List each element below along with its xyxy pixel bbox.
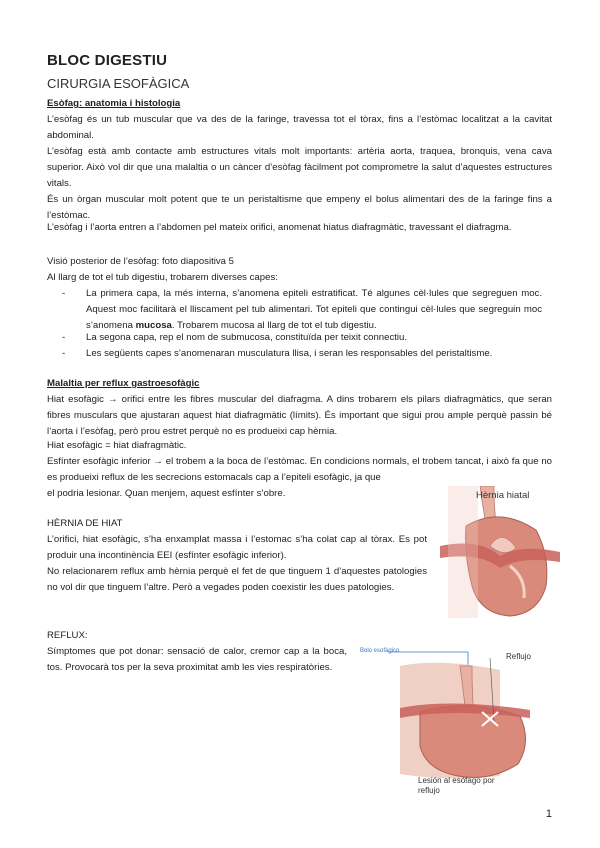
bullet-dash: - <box>62 288 66 299</box>
section-heading-reflux: Malaltia per reflux gastroesofàgic <box>47 378 200 389</box>
list-item <box>62 330 542 346</box>
paragraph: Hiat esofàgic → orifici entre les fibres muscular del diafragma. A dins trobarem els pilars diafragmàtics, que seran fibres musculars que ajustaran aquest hiat diafragmàtic (límits). És important que sigui prou ample perquè passin bé l’aorta i l’esòfag, però prou estret perquè no es produeixi cap hèrnia. <box>47 394 552 437</box>
paragraph: L’orifici, hiat esofàgic, s’ha enxamplat massa i l’estomac s’ha colat cap al tòrax. Es pot produir una incontinència EEI (esfínter esofàgic inferior). <box>47 534 427 561</box>
paragraph: L’esòfag és un tub muscular que va des de la faringe, travessa tot el tòrax, fins a l’estòmac localitzat a la cavitat abdominal. <box>47 114 552 141</box>
figure-label-right: Reflujo <box>506 652 531 661</box>
paragraph: Esfínter esofàgic inferior → el trobem a la boca de l’estòmac. En condicions normals, el trobem tancat, i això fa que no es produeixi reflux de les secrecions estomacals cap a l’epiteli esofàgic, ja que <box>47 456 552 483</box>
hernia-figure <box>440 486 560 618</box>
paragraph: Símptomes que pot donar: sensació de calor, cremor cap a la boca, tos. Provocarà tos per la seva proximitat amb les vies respiratòries. <box>47 646 347 673</box>
list-item-text: La primera capa, la més interna, s’anomena epiteli estratificat. Té algunes cèl·lules que segreguen moc. Aquest moc facilitarà el lliscament pel tub alimentari. Tot epiteli que contingui cèl·lules que segreguin moc s’anomena mucosa. Trobarem mucosa al llarg de tot el tub digestiu. <box>86 288 542 331</box>
section-heading-anatomia: Esòfag: anatomia i histologia <box>47 98 181 109</box>
paragraph: Visió posterior de l’esòfag: foto diapositiva 5 <box>47 256 235 267</box>
list-item <box>62 286 542 334</box>
bullet-dash: - <box>62 348 66 359</box>
document-subtitle: CIRURGIA ESOFÀGICA <box>47 76 190 91</box>
paragraph: No relacionarem reflux amb hèrnia perquè el fet de que tinguem 1 d’aquestes patologies no vol dir que tinguem l’altre. Però a vegades poden coexistir les dues patologies. <box>47 566 427 593</box>
section-heading-reflux-symptoms: REFLUX: <box>47 630 88 641</box>
paragraph: Al llarg de tot el tub digestiu, trobarem diverses capes: <box>47 272 278 283</box>
paragraph: És un òrgan muscular molt potent que te un peristaltisme que empeny el bolus alimentari des de la faringe fins a l’estòmac. <box>47 194 552 221</box>
paragraph: el podria lesionar. Quan menjem, aquest esfínter s’obre. <box>47 488 286 499</box>
paragraph: L’esòfag està amb contacte amb estructures vitals molt importants: artèria aorta, traquea, bronquis, vena cava superior. Això vol dir que una malaltia o un càncer d’esòfag fàcilment pot comprometre la salut d’aquestes estructures vitals. <box>47 146 552 189</box>
figure-label-left: Bolo esofágico <box>360 648 400 654</box>
figure-label: Hèrnia hiatal <box>476 490 530 501</box>
hernia-illustration <box>440 486 560 618</box>
section-heading-hernia: HÈRNIA DE HIAT <box>47 518 123 529</box>
reflux-figure <box>360 636 570 804</box>
paragraph: Hiat esofàgic = hiat diafragmàtic. <box>47 440 187 451</box>
list-item-text: Les següents capes s’anomenaran musculatura llisa, i seran les responsables del peristaltisme. <box>86 348 493 359</box>
document-title: BLOC DIGESTIU <box>47 52 168 69</box>
page-number: 1 <box>545 808 552 820</box>
list-item-text: La segona capa, rep el nom de submucosa, constituïda per teixit connectiu. <box>86 332 408 343</box>
figure-caption: Lesión al esófago por reflujo <box>418 776 495 795</box>
bullet-dash: - <box>62 332 66 343</box>
list-item <box>62 346 542 362</box>
paragraph: L’esòfag i l’aorta entren a l’abdomen pel mateix orifici, anomenat hiatus diafragmàtic, travessant el diafragma. <box>47 222 512 233</box>
